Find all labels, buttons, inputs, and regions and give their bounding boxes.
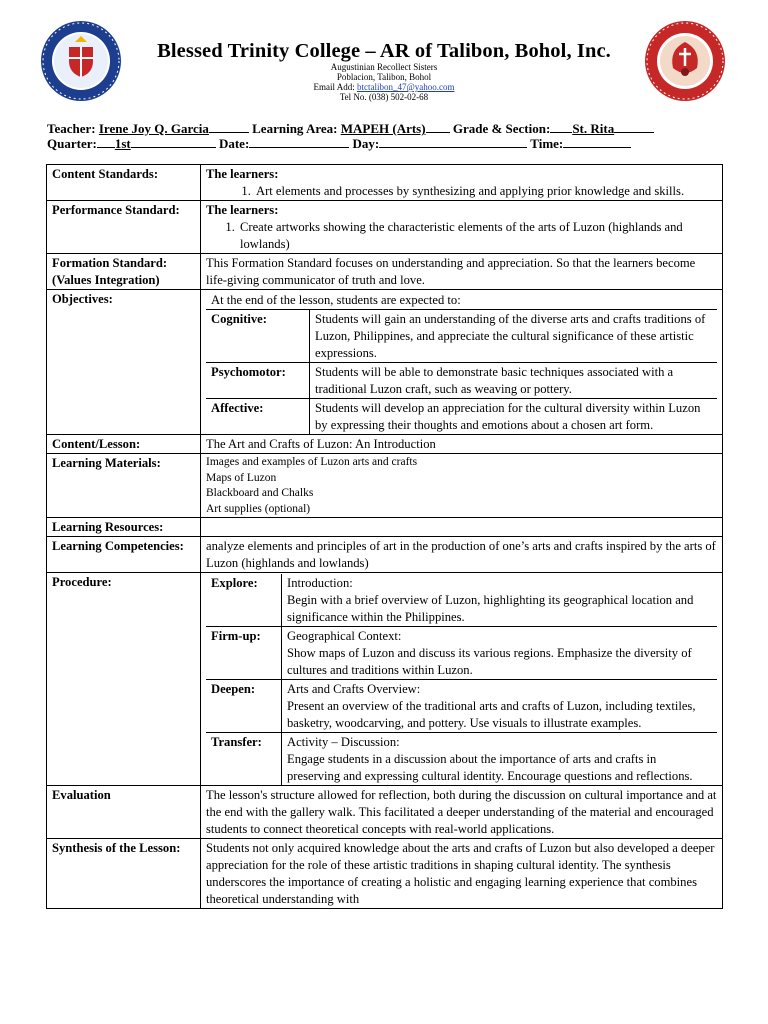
deepen-title: Arts and Crafts Overview: [287, 682, 421, 696]
performance-standard-label: Performance Standard: [47, 201, 201, 254]
learning-area-value: MAPEH (Arts) [340, 121, 426, 136]
psychomotor-text: Students will be able to demonstrate basic techniques associated with a traditional Luzon craft, such as weaving or pottery. [310, 363, 718, 399]
psychomotor-label: Psychomotor: [206, 363, 310, 399]
transfer-title: Activity – Discussion: [287, 735, 400, 749]
firm-up-cell [282, 627, 718, 680]
section-pad [550, 121, 572, 133]
content-lesson-label: Content/Lesson: [47, 435, 201, 454]
learning-materials-label: Learning Materials: [47, 454, 201, 518]
quarter-pad [97, 136, 115, 148]
explore-text: Begin with a brief overview of Luzon, highlighting its geographical location and significance within the Philippines. [287, 593, 694, 624]
transfer-text: Engage students in a discussion about the importance of arts and crafts in preserving and expressing cultural identity. Encourage questions and reflections. [287, 752, 693, 783]
lesson-plan-table [46, 164, 723, 909]
procedure-table [206, 574, 717, 785]
table-row [47, 454, 723, 518]
email-link[interactable]: btctalibon_47@yahoo.com [356, 82, 455, 92]
congregation-line: Augustinian Recollect Sisters [330, 62, 438, 72]
performance-standard-cell [201, 201, 723, 254]
table-row [47, 839, 723, 909]
table-row [206, 574, 717, 627]
email-label: Email Add: [313, 82, 357, 92]
time-blank [563, 136, 631, 148]
content-standards-cell [201, 165, 723, 201]
table-row [47, 290, 723, 435]
table-row [206, 680, 717, 733]
list-item: Images and examples of Luzon arts and crafts [206, 456, 418, 468]
table-row [47, 573, 723, 786]
time-label: Time: [530, 136, 564, 151]
quarter-line [47, 136, 631, 151]
table-row [47, 537, 723, 573]
procedure-cell [201, 573, 723, 786]
table-row [206, 627, 717, 680]
affective-label: Affective: [206, 399, 310, 435]
transfer-label: Transfer: [206, 733, 282, 786]
date-blank [249, 136, 349, 148]
teacher-blank [209, 121, 249, 133]
content-lesson-text: The Art and Crafts of Luzon: An Introduction [201, 435, 723, 454]
content-standards-label: Content Standards: [47, 165, 201, 201]
performance-standard-item: 1. Create artworks showing the characteristic elements of the arts of Luzon (highlands and lowlands) [238, 219, 717, 253]
address-line: Poblacion, Talibon, Bohol [336, 72, 432, 82]
evaluation-text: The lesson's structure allowed for reflection, both during the discussion on cultural importance and at the end with the gallery walk. This facilitated a deeper understanding of the material and encouraged students to connect theoretical concepts with real-world applications. [201, 786, 723, 839]
learning-competencies-label: Learning Competencies: [47, 537, 201, 573]
synthesis-label: Synthesis of the Lesson: [47, 839, 201, 909]
formation-standard-label: Formation Standard: (Values Integration) [47, 254, 201, 290]
explore-cell [282, 574, 718, 627]
day-blank [379, 136, 527, 148]
teacher-label: Teacher: [47, 121, 99, 136]
school-name: Blessed Trinity College – AR of Talibon, Bohol, Inc. [157, 40, 611, 62]
explore-title: Introduction: [287, 576, 353, 590]
grade-section-label: Grade & Section: [452, 121, 551, 136]
cognitive-text: Students will gain an understanding of the diverse arts and crafts traditions of Luzon, Philippines, and appreciate the cultural significance of these artistic expressions. [310, 310, 718, 363]
learning-competencies-text: analyze elements and principles of art in the production of one’s arts and crafts inspired by the arts of Luzon (highlands and lowlands) [201, 537, 723, 573]
email-line [0, 82, 768, 92]
synthesis-text: Students not only acquired knowledge about the arts and crafts of Luzon but also developed a deeper appreciation for the role of these artistic traditions in shaping cultural identity. The synthesis underscores the importance of creating a holistic and engaging learning experience that combines theoretical understanding with [201, 839, 723, 909]
content-standards-intro: The learners: [206, 167, 279, 181]
table-row [206, 399, 717, 435]
teacher-name: Irene Joy Q. Garcia [98, 121, 209, 136]
day-label: Day: [352, 136, 380, 151]
table-row [47, 201, 723, 254]
table-row [47, 435, 723, 454]
transfer-cell [282, 733, 718, 786]
list-item: Art supplies (optional) [206, 502, 311, 515]
deepen-label: Deepen: [206, 680, 282, 733]
quarter-label: Quarter: [47, 136, 97, 151]
learning-area-label: Learning Area: [252, 121, 341, 136]
learning-resources-text [201, 518, 723, 537]
deepen-cell [282, 680, 718, 733]
objectives-table [206, 309, 717, 434]
objectives-label: Objectives: [47, 290, 201, 435]
letterhead [0, 0, 768, 110]
learning-resources-label: Learning Resources: [47, 518, 201, 537]
section-value: St. Rita [572, 121, 615, 136]
table-row [206, 733, 717, 786]
learning-materials-cell [201, 454, 723, 518]
quarter-blank [131, 136, 216, 148]
content-standards-item: 1. Art elements and processes by synthesizing and applying prior knowledge and skills. [254, 183, 717, 200]
procedure-label: Procedure: [47, 573, 201, 786]
deepen-text: Present an overview of the traditional arts and crafts of Luzon, including textiles, basketry, woodcarving, and pottery. Use visuals to illustrate examples. [287, 699, 696, 730]
table-row [47, 786, 723, 839]
formation-standard-text: This Formation Standard focuses on understanding and appreciation. So that the learners become life-giving communicator of truth and love. [201, 254, 723, 290]
list-item: Maps of Luzon [206, 471, 277, 484]
telephone-line: Tel No. (038) 502-02-68 [339, 92, 429, 102]
performance-standard-intro: The learners: [206, 203, 279, 217]
date-label: Date: [218, 136, 250, 151]
firm-up-title: Geographical Context: [287, 629, 402, 643]
table-row [206, 310, 717, 363]
table-row [47, 518, 723, 537]
table-row [47, 254, 723, 290]
firm-up-label: Firm-up: [206, 627, 282, 680]
quarter-value: 1st [114, 136, 131, 151]
evaluation-label: Evaluation [47, 786, 201, 839]
teacher-line [47, 121, 654, 136]
objectives-cell [201, 290, 723, 435]
section-blank [614, 121, 654, 133]
area-blank [426, 121, 450, 133]
objectives-intro: At the end of the lesson, students are expected to: [211, 293, 461, 307]
explore-label: Explore: [206, 574, 282, 627]
table-row [47, 165, 723, 201]
firm-up-text: Show maps of Luzon and discuss its various regions. Emphasize the diversity of cultures and traditions within Luzon. [287, 646, 692, 677]
cognitive-label: Cognitive: [206, 310, 310, 363]
table-row [206, 363, 717, 399]
list-item: Blackboard and Chalks [206, 487, 314, 499]
affective-text: Students will develop an appreciation for the cultural diversity within Luzon by expressing their thoughts and emotions about a chosen art form. [310, 399, 718, 435]
